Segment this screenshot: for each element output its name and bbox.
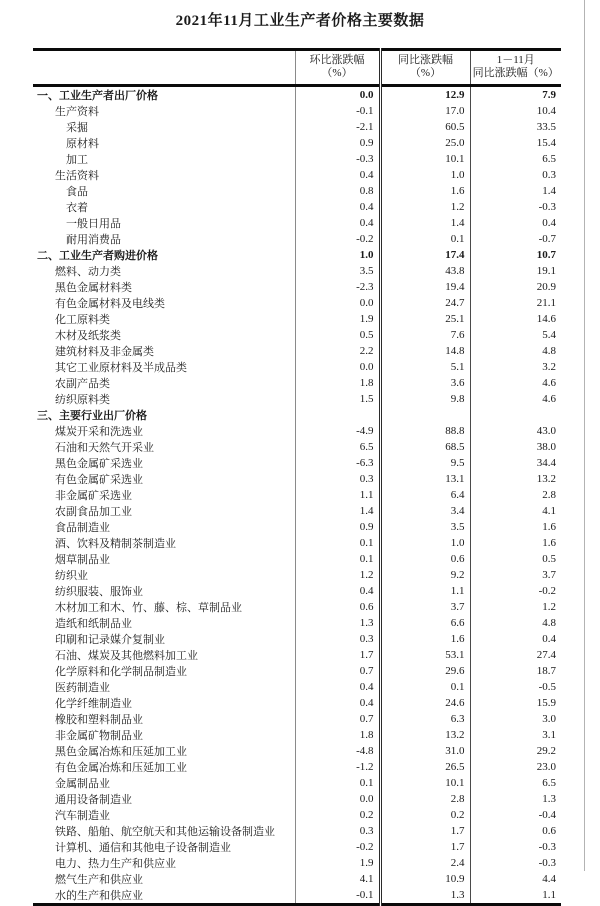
row-value-mom: 1.5 bbox=[295, 391, 380, 407]
row-value-yoy: 43.8 bbox=[380, 263, 470, 279]
row-value-mom: 1.8 bbox=[295, 727, 380, 743]
row-value-mom: 1.9 bbox=[295, 855, 380, 871]
row-value-ytd bbox=[470, 407, 561, 423]
row-value-mom: 0.3 bbox=[295, 471, 380, 487]
table-row bbox=[33, 887, 561, 905]
row-label: 原材料 bbox=[66, 138, 99, 150]
row-value-yoy: 1.6 bbox=[380, 631, 470, 647]
row-value-ytd: -0.7 bbox=[470, 231, 561, 247]
row-value-mom: 0.1 bbox=[295, 775, 380, 791]
table-row bbox=[33, 167, 561, 183]
row-value-yoy: 88.8 bbox=[380, 423, 470, 439]
row-value-ytd: 4.4 bbox=[470, 871, 561, 887]
row-label: 铁路、船舶、航空航天和其他运输设备制造业 bbox=[55, 826, 275, 838]
row-value-mom: 1.4 bbox=[295, 503, 380, 519]
row-value-yoy: 3.6 bbox=[380, 375, 470, 391]
row-value-ytd: 0.4 bbox=[470, 215, 561, 231]
row-value-yoy: 53.1 bbox=[380, 647, 470, 663]
row-value-mom: -2.1 bbox=[295, 119, 380, 135]
row-value-mom: -4.9 bbox=[295, 423, 380, 439]
row-value-yoy: 1.7 bbox=[380, 823, 470, 839]
row-value-ytd: 1.1 bbox=[470, 887, 561, 905]
row-label: 有色金属矿采选业 bbox=[55, 474, 143, 486]
header-item-column bbox=[33, 50, 295, 86]
row-label: 纺织原料类 bbox=[55, 394, 110, 406]
row-value-yoy: 9.8 bbox=[380, 391, 470, 407]
row-label: 烟草制品业 bbox=[55, 554, 110, 566]
row-value-ytd: 0.6 bbox=[470, 823, 561, 839]
row-label: 金属制品业 bbox=[55, 778, 110, 790]
row-value-yoy bbox=[380, 407, 470, 423]
row-value-yoy: 14.8 bbox=[380, 343, 470, 359]
row-value-mom: 1.2 bbox=[295, 567, 380, 583]
row-value-ytd: 13.2 bbox=[470, 471, 561, 487]
row-value-yoy: 10.1 bbox=[380, 151, 470, 167]
table-row bbox=[33, 279, 561, 295]
row-value-mom: 0.4 bbox=[295, 583, 380, 599]
row-value-mom: 0.9 bbox=[295, 519, 380, 535]
table-header bbox=[33, 50, 561, 86]
row-value-mom: 0.0 bbox=[295, 791, 380, 807]
row-value-ytd: 4.1 bbox=[470, 503, 561, 519]
row-value-ytd: 15.9 bbox=[470, 695, 561, 711]
table-row bbox=[33, 423, 561, 439]
table-row bbox=[33, 487, 561, 503]
table-row bbox=[33, 391, 561, 407]
header-row bbox=[33, 50, 561, 86]
row-value-mom: 0.4 bbox=[295, 695, 380, 711]
row-label: 汽车制造业 bbox=[55, 810, 110, 822]
row-label: 燃气生产和供应业 bbox=[55, 874, 143, 886]
row-label: 黑色金属材料类 bbox=[55, 282, 132, 294]
row-value-mom: 0.9 bbox=[295, 135, 380, 151]
row-value-yoy: 2.4 bbox=[380, 855, 470, 871]
row-label: 非金属矿采选业 bbox=[55, 490, 132, 502]
row-value-yoy: 68.5 bbox=[380, 439, 470, 455]
header-ytd-line2: 同比涨跌幅（%） bbox=[472, 67, 559, 79]
row-value-ytd: 2.8 bbox=[470, 487, 561, 503]
row-value-ytd: 3.1 bbox=[470, 727, 561, 743]
row-label: 造纸和纸制品业 bbox=[55, 618, 132, 630]
row-label: 有色金属冶炼和压延加工业 bbox=[55, 762, 187, 774]
row-value-mom: 2.2 bbox=[295, 343, 380, 359]
row-label: 黑色金属矿采选业 bbox=[55, 458, 143, 470]
row-value-ytd: 1.6 bbox=[470, 535, 561, 551]
row-value-yoy: 31.0 bbox=[380, 743, 470, 759]
table-row bbox=[33, 86, 561, 104]
header-yoy-line1: 同比涨跌幅 bbox=[398, 54, 453, 66]
table-row bbox=[33, 311, 561, 327]
table-row bbox=[33, 583, 561, 599]
row-value-yoy: 25.0 bbox=[380, 135, 470, 151]
row-value-ytd: 43.0 bbox=[470, 423, 561, 439]
table-row bbox=[33, 791, 561, 807]
row-label: 计算机、通信和其他电子设备制造业 bbox=[55, 842, 231, 854]
row-label: 化学原料和化学制品制造业 bbox=[55, 666, 187, 678]
row-label: 建筑材料及非金属类 bbox=[55, 346, 154, 358]
table-row bbox=[33, 871, 561, 887]
row-value-yoy: 1.0 bbox=[380, 535, 470, 551]
row-value-yoy: 1.1 bbox=[380, 583, 470, 599]
row-value-yoy: 6.3 bbox=[380, 711, 470, 727]
row-value-yoy: 3.4 bbox=[380, 503, 470, 519]
row-value-ytd: 29.2 bbox=[470, 743, 561, 759]
table-row bbox=[33, 567, 561, 583]
header-ytd-change bbox=[470, 50, 561, 86]
row-value-mom: 0.5 bbox=[295, 327, 380, 343]
row-value-ytd: 0.3 bbox=[470, 167, 561, 183]
table-row bbox=[33, 151, 561, 167]
row-value-ytd: -0.4 bbox=[470, 807, 561, 823]
row-value-ytd: 23.0 bbox=[470, 759, 561, 775]
row-value-mom: -2.3 bbox=[295, 279, 380, 295]
row-label: 纺织服装、服饰业 bbox=[55, 586, 143, 598]
table-row bbox=[33, 503, 561, 519]
row-value-ytd: 20.9 bbox=[470, 279, 561, 295]
row-value-mom: 1.0 bbox=[295, 247, 380, 263]
row-value-yoy: 1.3 bbox=[380, 887, 470, 905]
row-value-ytd: 1.6 bbox=[470, 519, 561, 535]
row-value-yoy: 3.7 bbox=[380, 599, 470, 615]
table-row bbox=[33, 711, 561, 727]
row-value-mom: 0.2 bbox=[295, 807, 380, 823]
row-value-mom: 0.1 bbox=[295, 535, 380, 551]
table-row bbox=[33, 103, 561, 119]
row-value-yoy: 0.6 bbox=[380, 551, 470, 567]
row-value-ytd: 10.7 bbox=[470, 247, 561, 263]
row-label: 纺织业 bbox=[55, 570, 88, 582]
header-yoy-change bbox=[380, 50, 470, 86]
table-row bbox=[33, 343, 561, 359]
row-label: 衣着 bbox=[66, 202, 88, 214]
table-row bbox=[33, 471, 561, 487]
row-value-mom: 0.7 bbox=[295, 711, 380, 727]
row-value-ytd: 4.6 bbox=[470, 375, 561, 391]
row-label: 耐用消费品 bbox=[66, 234, 121, 246]
table-row bbox=[33, 535, 561, 551]
header-ytd-line1: 1－11月 bbox=[496, 54, 535, 66]
table-row bbox=[33, 647, 561, 663]
table-row bbox=[33, 807, 561, 823]
row-label: 燃料、动力类 bbox=[55, 266, 121, 278]
row-value-yoy: 2.8 bbox=[380, 791, 470, 807]
row-label: 石油和天然气开采业 bbox=[55, 442, 154, 454]
row-value-yoy: 13.1 bbox=[380, 471, 470, 487]
table-row bbox=[33, 183, 561, 199]
row-value-yoy: 9.2 bbox=[380, 567, 470, 583]
row-value-mom: 0.3 bbox=[295, 631, 380, 647]
row-value-ytd: -0.3 bbox=[470, 199, 561, 215]
row-value-yoy: 26.5 bbox=[380, 759, 470, 775]
table-row bbox=[33, 727, 561, 743]
row-label: 化工原料类 bbox=[55, 314, 110, 326]
row-value-yoy: 17.4 bbox=[380, 247, 470, 263]
table-row bbox=[33, 119, 561, 135]
row-label: 其它工业原材料及半成品类 bbox=[55, 362, 187, 374]
table-row bbox=[33, 663, 561, 679]
row-label: 食品制造业 bbox=[55, 522, 110, 534]
table-row bbox=[33, 439, 561, 455]
row-value-yoy: 13.2 bbox=[380, 727, 470, 743]
header-mom-line1: 环比涨跌幅 bbox=[309, 54, 365, 66]
row-value-mom: 0.7 bbox=[295, 663, 380, 679]
row-value-mom: 0.1 bbox=[295, 551, 380, 567]
table-row bbox=[33, 775, 561, 791]
row-label: 食品 bbox=[66, 186, 88, 198]
row-value-yoy: 17.0 bbox=[380, 103, 470, 119]
row-value-mom: 1.7 bbox=[295, 647, 380, 663]
row-value-ytd: 38.0 bbox=[470, 439, 561, 455]
row-label: 通用设备制造业 bbox=[55, 794, 132, 806]
row-value-yoy: 60.5 bbox=[380, 119, 470, 135]
page-edge-divider bbox=[584, 0, 585, 871]
row-value-ytd: 3.0 bbox=[470, 711, 561, 727]
row-label: 农副食品加工业 bbox=[55, 506, 132, 518]
table-row bbox=[33, 695, 561, 711]
row-label: 三、主要行业出厂价格 bbox=[37, 410, 147, 422]
row-value-ytd: 19.1 bbox=[470, 263, 561, 279]
row-value-mom: 0.8 bbox=[295, 183, 380, 199]
row-value-yoy: 1.0 bbox=[380, 167, 470, 183]
row-value-yoy: 5.1 bbox=[380, 359, 470, 375]
producer-price-table bbox=[33, 48, 561, 906]
row-value-ytd: 1.4 bbox=[470, 183, 561, 199]
row-value-ytd: 4.8 bbox=[470, 615, 561, 631]
row-value-yoy: 24.7 bbox=[380, 295, 470, 311]
row-value-yoy: 0.1 bbox=[380, 679, 470, 695]
row-label: 农副产品类 bbox=[55, 378, 110, 390]
row-value-mom: 0.3 bbox=[295, 823, 380, 839]
row-value-mom: -0.1 bbox=[295, 887, 380, 905]
table-row bbox=[33, 759, 561, 775]
row-value-ytd: -0.5 bbox=[470, 679, 561, 695]
row-value-mom: 0.4 bbox=[295, 167, 380, 183]
header-yoy-line2: （%） bbox=[409, 67, 442, 79]
row-value-ytd: 1.2 bbox=[470, 599, 561, 615]
row-value-mom: 0.0 bbox=[295, 86, 380, 104]
row-value-ytd: -0.2 bbox=[470, 583, 561, 599]
row-value-ytd: 4.6 bbox=[470, 391, 561, 407]
row-value-ytd: 0.5 bbox=[470, 551, 561, 567]
row-label: 一、工业生产者出厂价格 bbox=[37, 90, 158, 102]
row-value-mom: -0.1 bbox=[295, 103, 380, 119]
row-value-yoy: 0.2 bbox=[380, 807, 470, 823]
row-value-yoy: 29.6 bbox=[380, 663, 470, 679]
row-label: 橡胶和塑料制品业 bbox=[55, 714, 143, 726]
row-value-yoy: 1.2 bbox=[380, 199, 470, 215]
row-value-ytd: 14.6 bbox=[470, 311, 561, 327]
row-value-yoy: 10.9 bbox=[380, 871, 470, 887]
row-label: 一般日用品 bbox=[66, 218, 121, 230]
table-row bbox=[33, 615, 561, 631]
row-value-ytd: 6.5 bbox=[470, 151, 561, 167]
table-row bbox=[33, 823, 561, 839]
row-value-yoy: 1.7 bbox=[380, 839, 470, 855]
row-label: 采掘 bbox=[66, 122, 88, 134]
row-value-yoy: 6.4 bbox=[380, 487, 470, 503]
row-value-mom: 0.0 bbox=[295, 359, 380, 375]
table-row bbox=[33, 743, 561, 759]
row-value-ytd: 7.9 bbox=[470, 86, 561, 104]
table-row bbox=[33, 375, 561, 391]
table-row bbox=[33, 295, 561, 311]
row-value-yoy: 6.6 bbox=[380, 615, 470, 631]
table-row bbox=[33, 327, 561, 343]
row-value-ytd: 3.2 bbox=[470, 359, 561, 375]
row-label: 木材及纸浆类 bbox=[55, 330, 121, 342]
row-value-ytd: 4.8 bbox=[470, 343, 561, 359]
row-value-ytd: 27.4 bbox=[470, 647, 561, 663]
row-value-mom: 0.0 bbox=[295, 295, 380, 311]
row-label: 水的生产和供应业 bbox=[55, 890, 143, 902]
table-row bbox=[33, 247, 561, 263]
row-value-mom: 1.9 bbox=[295, 311, 380, 327]
row-value-yoy: 25.1 bbox=[380, 311, 470, 327]
table-row bbox=[33, 839, 561, 855]
row-value-mom: 3.5 bbox=[295, 263, 380, 279]
table-row bbox=[33, 679, 561, 695]
row-value-ytd: 6.5 bbox=[470, 775, 561, 791]
row-value-mom: -0.3 bbox=[295, 151, 380, 167]
row-value-ytd: 21.1 bbox=[470, 295, 561, 311]
table-row bbox=[33, 551, 561, 567]
table-row bbox=[33, 199, 561, 215]
row-value-ytd: 10.4 bbox=[470, 103, 561, 119]
row-label: 有色金属材料及电线类 bbox=[55, 298, 165, 310]
row-value-mom: -0.2 bbox=[295, 231, 380, 247]
row-value-ytd: 33.5 bbox=[470, 119, 561, 135]
row-label: 非金属矿物制品业 bbox=[55, 730, 143, 742]
table-row bbox=[33, 263, 561, 279]
row-label: 生产资料 bbox=[55, 106, 99, 118]
row-value-ytd: 1.3 bbox=[470, 791, 561, 807]
table-row bbox=[33, 455, 561, 471]
header-mom-line2: （%） bbox=[321, 67, 353, 79]
row-value-mom: 0.4 bbox=[295, 199, 380, 215]
row-value-ytd: 0.4 bbox=[470, 631, 561, 647]
row-value-yoy: 19.4 bbox=[380, 279, 470, 295]
header-mom-change bbox=[295, 50, 380, 86]
table-row bbox=[33, 855, 561, 871]
row-label: 印刷和记录媒介复制业 bbox=[55, 634, 165, 646]
row-value-yoy: 1.4 bbox=[380, 215, 470, 231]
row-label: 黑色金属冶炼和压延加工业 bbox=[55, 746, 187, 758]
table-row bbox=[33, 231, 561, 247]
row-value-yoy: 1.6 bbox=[380, 183, 470, 199]
row-label: 医药制造业 bbox=[55, 682, 110, 694]
row-value-mom: 1.3 bbox=[295, 615, 380, 631]
row-label: 生活资料 bbox=[55, 170, 99, 182]
row-value-ytd: 3.7 bbox=[470, 567, 561, 583]
row-label: 电力、热力生产和供应业 bbox=[55, 858, 176, 870]
table-row bbox=[33, 407, 561, 423]
row-value-mom: 6.5 bbox=[295, 439, 380, 455]
row-label: 石油、煤炭及其他燃料加工业 bbox=[55, 650, 198, 662]
row-label: 酒、饮料及精制茶制造业 bbox=[55, 538, 176, 550]
row-value-yoy: 24.6 bbox=[380, 695, 470, 711]
row-value-mom: 1.1 bbox=[295, 487, 380, 503]
row-label: 加工 bbox=[66, 154, 88, 166]
row-value-yoy: 9.5 bbox=[380, 455, 470, 471]
row-value-mom: 0.4 bbox=[295, 679, 380, 695]
row-value-mom: -4.8 bbox=[295, 743, 380, 759]
row-value-mom: -1.2 bbox=[295, 759, 380, 775]
row-value-ytd: -0.3 bbox=[470, 839, 561, 855]
table-body bbox=[33, 86, 561, 905]
row-value-ytd: -0.3 bbox=[470, 855, 561, 871]
row-value-mom: 0.4 bbox=[295, 215, 380, 231]
row-value-yoy: 10.1 bbox=[380, 775, 470, 791]
table-row bbox=[33, 215, 561, 231]
row-value-ytd: 15.4 bbox=[470, 135, 561, 151]
table-row bbox=[33, 359, 561, 375]
row-label: 木材加工和木、竹、藤、棕、草制品业 bbox=[55, 602, 242, 614]
page-title: 2021年11月工业生产者价格主要数据 bbox=[175, 13, 425, 29]
row-value-ytd: 18.7 bbox=[470, 663, 561, 679]
row-label: 煤炭开采和洗选业 bbox=[55, 426, 143, 438]
row-value-mom bbox=[295, 407, 380, 423]
row-value-yoy: 3.5 bbox=[380, 519, 470, 535]
row-label: 化学纤维制造业 bbox=[55, 698, 132, 710]
row-value-yoy: 0.1 bbox=[380, 231, 470, 247]
row-value-ytd: 5.4 bbox=[470, 327, 561, 343]
table-row bbox=[33, 599, 561, 615]
row-value-yoy: 7.6 bbox=[380, 327, 470, 343]
row-value-mom: 0.6 bbox=[295, 599, 380, 615]
row-label: 二、工业生产者购进价格 bbox=[37, 250, 158, 262]
row-value-mom: -6.3 bbox=[295, 455, 380, 471]
row-value-ytd: 34.4 bbox=[470, 455, 561, 471]
row-value-yoy: 12.9 bbox=[380, 86, 470, 104]
table-row bbox=[33, 519, 561, 535]
table-row bbox=[33, 135, 561, 151]
row-value-mom: 1.8 bbox=[295, 375, 380, 391]
table-row bbox=[33, 631, 561, 647]
row-value-mom: 4.1 bbox=[295, 871, 380, 887]
row-value-mom: -0.2 bbox=[295, 839, 380, 855]
